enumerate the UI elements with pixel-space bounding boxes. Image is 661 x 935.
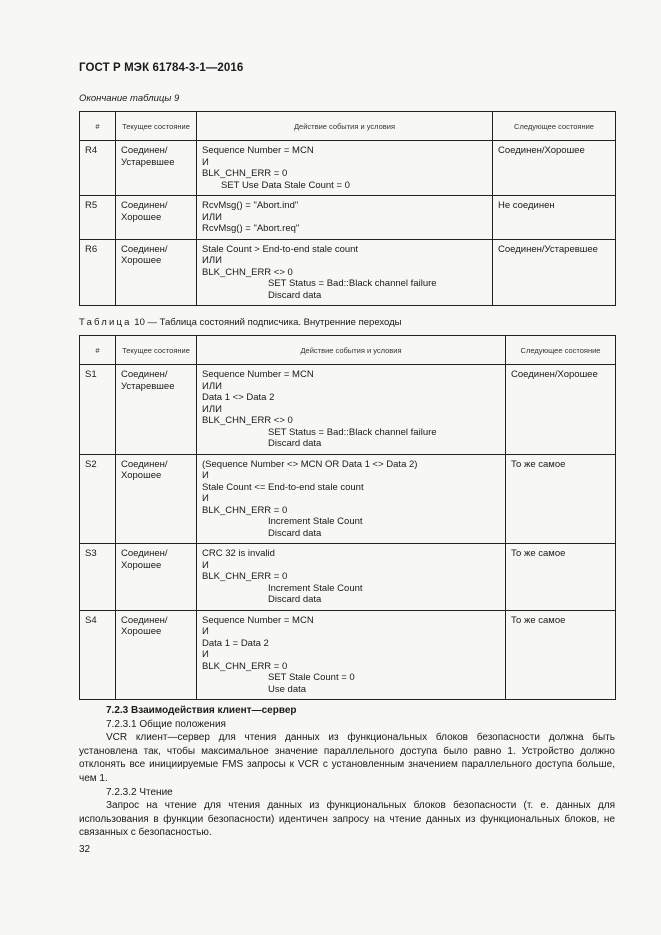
col-header-action: Действие события и условия <box>197 112 493 141</box>
next-state-cell: То же самое <box>506 544 616 611</box>
action-line: SET Status = Bad::Black channel failure <box>268 278 437 289</box>
subsection-heading-reading: 7.2.3.2 Чтение <box>106 786 173 798</box>
action-cell <box>197 454 506 544</box>
current-state-cell <box>116 365 197 455</box>
current-state-line: Хорошее <box>121 255 162 266</box>
action-cell <box>197 610 506 700</box>
action-line: SET Stale Count = 0 <box>268 672 355 683</box>
action-line: И <box>202 626 209 637</box>
action-cell <box>197 544 506 611</box>
section-heading: 7.2.3 Взаимодействия клиент—сервер <box>106 705 297 716</box>
col-header-next-state: Следующее состояние <box>493 112 616 141</box>
current-state-line: Соединен/ <box>121 200 168 211</box>
current-state-cell <box>116 610 197 700</box>
row-id: S1 <box>80 365 116 455</box>
action-line: Discard data <box>268 289 322 301</box>
col-header-next-state: Следующее состояние <box>506 336 616 365</box>
action-line: Data 1 <> Data 2 <box>202 392 275 403</box>
table10-caption <box>79 317 401 328</box>
table-row <box>80 239 616 306</box>
col-header-number: # <box>80 112 116 141</box>
action-cell <box>197 141 493 196</box>
action-line: Discard data <box>268 527 322 539</box>
current-state-line: Соединен/ <box>121 243 168 255</box>
table10-body <box>80 365 616 700</box>
paragraph-general: VCR клиент—сервер для чтения данных из функциональных блоков безопасности должна быть установлена так, чтобы максимальное значение параллельного доступа было равно 1. Устройство должно отклонять все инициируемые FMS запросы к VCR с установленным значением параллельного доступа больше, чем 1. <box>79 732 615 784</box>
next-state-cell: Не соединен <box>493 196 616 240</box>
page-number: 32 <box>79 844 91 855</box>
current-state-line: Хорошее <box>121 559 162 571</box>
action-line: Sequence Number = MCN <box>202 369 314 380</box>
table10-caption-label: Таблица <box>79 317 132 328</box>
action-line: И <box>202 493 209 504</box>
table-row <box>80 196 616 240</box>
action-line: ИЛИ <box>202 255 222 266</box>
col-header-current-state: Текущее состояние <box>116 112 197 141</box>
subsection-heading-general: 7.2.3.1 Общие положения <box>106 718 226 730</box>
action-line: И <box>202 649 209 660</box>
table9-caption: Окончание таблицы 9 <box>79 93 180 104</box>
current-state-cell <box>116 196 197 240</box>
row-id: S4 <box>80 610 116 700</box>
row-id: R5 <box>80 196 116 240</box>
action-line: ИЛИ <box>202 380 222 392</box>
row-id: S2 <box>80 454 116 544</box>
action-line: И <box>202 156 209 168</box>
paragraph-reading: Запрос на чтение для чтения данных из функциональных блоков безопасности (т. е. данных для использования в функции безопасности) идентичен запросу на чтение данных из функциональных блоков, не связанных с безопасностью. <box>79 800 615 839</box>
current-state-cell <box>116 544 197 611</box>
action-cell <box>197 365 506 455</box>
table9-body <box>80 141 616 306</box>
action-line: Data 1 = Data 2 <box>202 637 269 649</box>
next-state-cell: Соединен/Устаревшее <box>493 239 616 306</box>
section-7-2-3 <box>79 704 615 840</box>
document-title: ГОСТ Р МЭК 61784-3-1—2016 <box>79 62 244 74</box>
action-line: Sequence Number = MCN <box>202 145 314 156</box>
action-line: BLK_CHN_ERR = 0 <box>202 660 288 672</box>
current-state-line: Устаревшее <box>121 156 175 168</box>
current-state-line: Хорошее <box>121 470 162 481</box>
col-header-number: # <box>80 336 116 365</box>
action-line: SET Use Data Stale Count = 0 <box>221 179 350 191</box>
table10-caption-text: 10 — Таблица состояний подписчика. Внутренние переходы <box>131 317 402 328</box>
table-row <box>80 610 616 700</box>
current-state-cell <box>116 454 197 544</box>
current-state-line: Соединен/ <box>121 614 168 626</box>
row-id: R4 <box>80 141 116 196</box>
row-id: S3 <box>80 544 116 611</box>
action-line: BLK_CHN_ERR <> 0 <box>202 266 293 278</box>
next-state-cell: Соединен/Хорошее <box>493 141 616 196</box>
current-state-line: Соединен/ <box>121 145 168 156</box>
current-state-line: Хорошее <box>121 626 162 637</box>
action-line: (Sequence Number <> MCN OR Data 1 <> Data 2) <box>202 458 418 470</box>
action-line: Discard data <box>268 594 322 605</box>
action-line: ИЛИ <box>202 403 222 415</box>
table-row <box>80 141 616 196</box>
action-line: BLK_CHN_ERR = 0 <box>202 571 288 582</box>
action-line: RcvMsg() = "Abort.ind" <box>202 200 299 211</box>
action-cell <box>197 196 493 240</box>
action-line: Stale Count > End-to-end stale count <box>202 243 359 255</box>
action-line: Stale Count <= End-to-end stale count <box>202 481 364 493</box>
col-header-action: Действие события и условия <box>197 336 506 365</box>
action-line: Increment Stale Count <box>268 516 363 527</box>
action-line: RcvMsg() = "Abort.req" <box>202 223 300 234</box>
action-line: Discard data <box>268 438 322 449</box>
next-state-cell: Соединен/Хорошее <box>506 365 616 455</box>
action-line: ИЛИ <box>202 211 222 223</box>
current-state-cell <box>116 141 197 196</box>
action-line: BLK_CHN_ERR = 0 <box>202 504 288 516</box>
next-state-cell: То же самое <box>506 610 616 700</box>
action-line: BLK_CHN_ERR = 0 <box>202 168 288 179</box>
action-line: И <box>202 470 209 481</box>
action-line: CRC 32 is invalid <box>202 548 275 559</box>
table-row <box>80 544 616 611</box>
table-row <box>80 454 616 544</box>
row-id: R6 <box>80 239 116 306</box>
current-state-line: Хорошее <box>121 211 162 223</box>
col-header-current-state: Текущее состояние <box>116 336 197 365</box>
table9 <box>79 111 616 306</box>
action-line: Sequence Number = MCN <box>202 614 314 626</box>
action-line: BLK_CHN_ERR <> 0 <box>202 415 293 426</box>
current-state-line: Соединен/ <box>121 548 168 559</box>
table10 <box>79 335 616 700</box>
action-cell <box>197 239 493 306</box>
action-line: И <box>202 559 209 571</box>
table-row <box>80 365 616 455</box>
current-state-line: Соединен/ <box>121 458 168 470</box>
current-state-line: Соединен/ <box>121 369 168 380</box>
current-state-line: Устаревшее <box>121 380 175 392</box>
action-line: Increment Stale Count <box>268 582 363 594</box>
next-state-cell: То же самое <box>506 454 616 544</box>
action-line: SET Status = Bad::Black channel failure <box>268 426 437 438</box>
current-state-cell <box>116 239 197 306</box>
action-line: Use data <box>268 683 307 695</box>
